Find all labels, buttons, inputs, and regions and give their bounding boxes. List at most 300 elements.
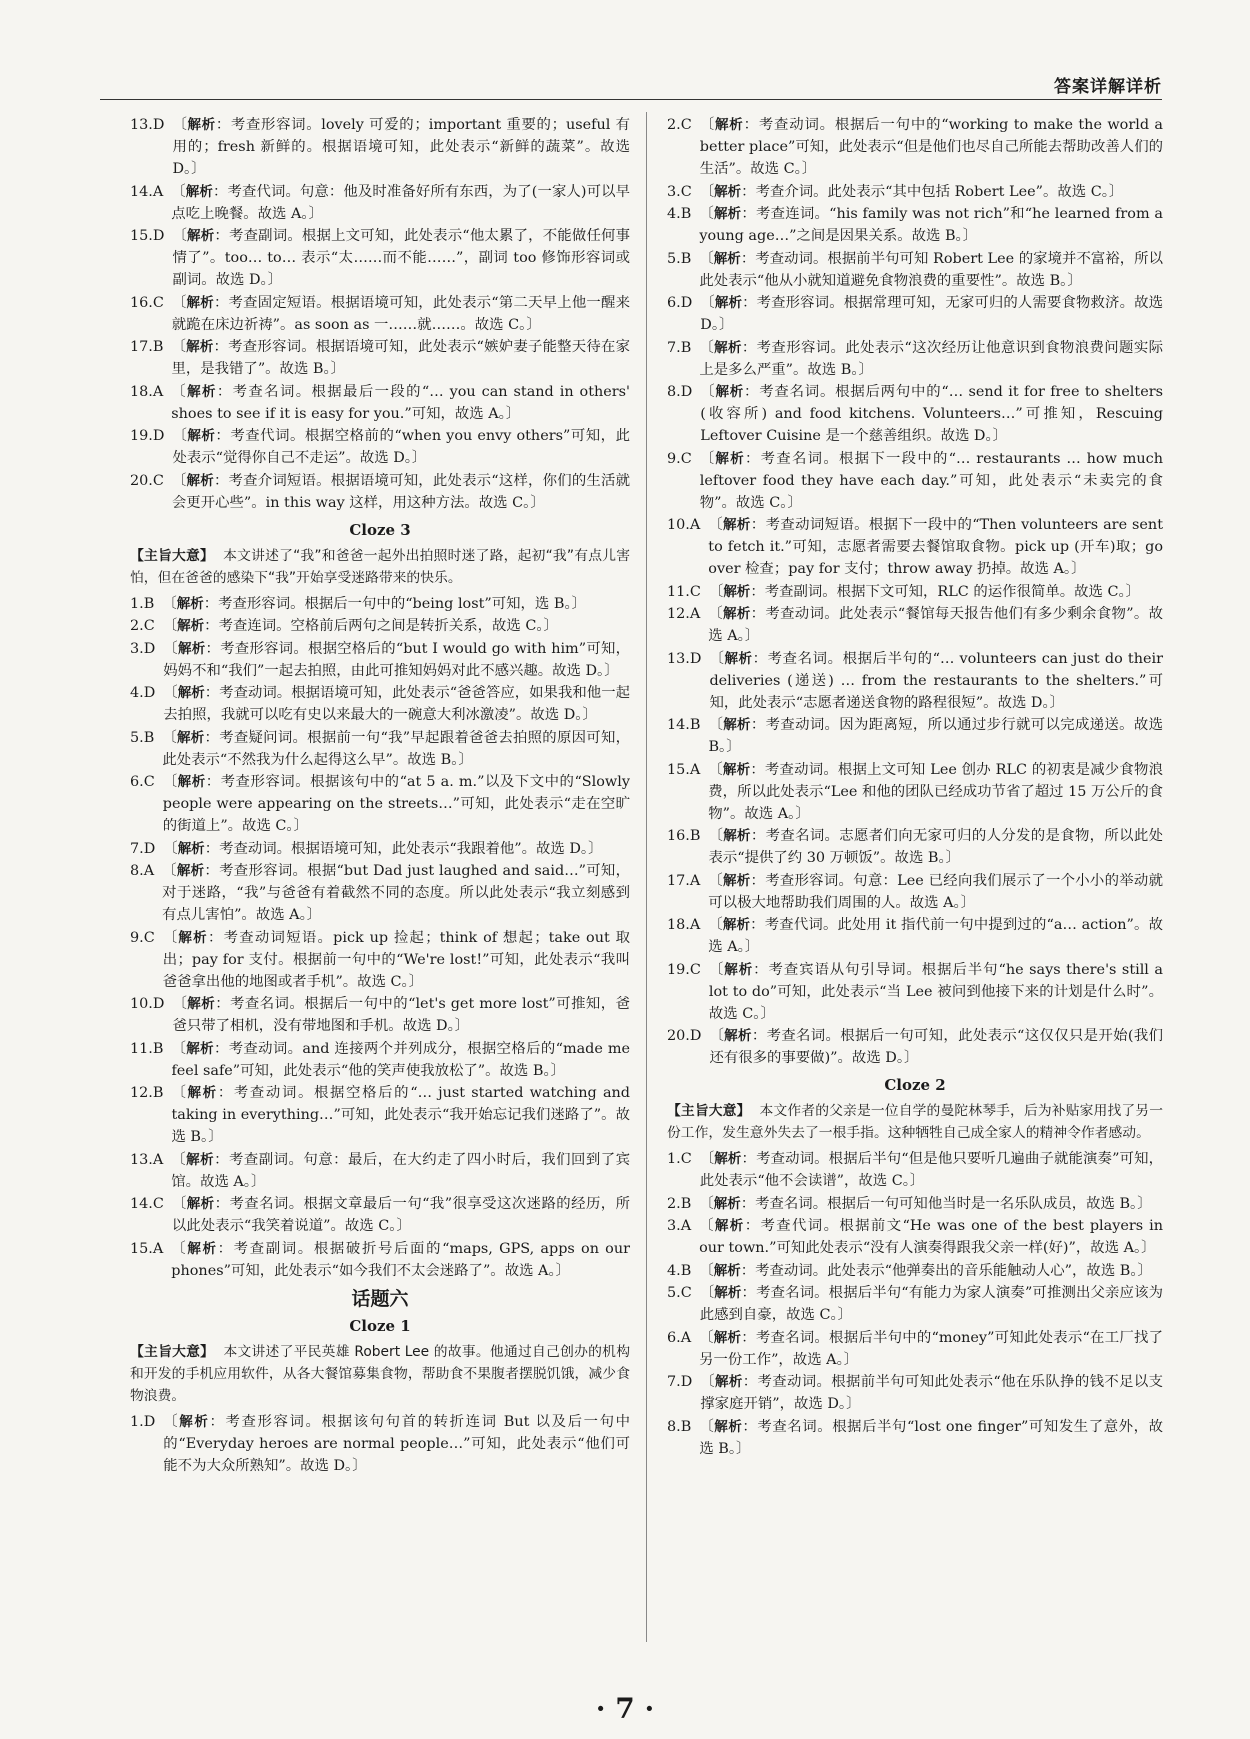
answer-item xyxy=(667,181,1163,203)
cloze3-title: Cloze 3 xyxy=(349,520,411,539)
bracket-open: 〔 xyxy=(171,294,187,311)
explanation-text: 考查动词。因为距离短，所以通过步行就可以完成递送。故选 B。〕 xyxy=(708,717,1163,755)
explanation-text: 考查代词。句意：他及时准备好所有东西，为了(一家人)可以早点吃上晚餐。故选 A。〕 xyxy=(171,183,630,222)
explanation-label: 解析 xyxy=(714,1285,742,1301)
answer-number: 14.A xyxy=(130,183,164,200)
explanation-label: 解析 xyxy=(723,606,751,622)
explanation-text: 考查动词。根据后半句“但是他只要听几遍曲子就能演奏”可知，此处表示“他不会读谱”，故选 C。〕 xyxy=(699,1151,1163,1189)
answer-item xyxy=(130,615,630,637)
answer-item xyxy=(667,648,1163,714)
label-colon: ： xyxy=(215,996,231,1012)
answer-number: 17.B xyxy=(130,339,164,355)
answer-explanation xyxy=(700,381,1163,447)
explanation-label: 解析 xyxy=(179,1413,210,1430)
explanation-label: 解析 xyxy=(186,294,214,311)
label-colon: ： xyxy=(217,1085,234,1101)
label-colon: ： xyxy=(213,1040,229,1057)
answer-item xyxy=(130,1238,630,1282)
explanation-text: 考查动词。and 连接两个并列成分，根据空格后的“made me feel safe”可知，此处表示“他的笑声使我放松了”。故选 B。〕 xyxy=(171,1040,630,1079)
explanation-text: 考查名词。根据后半句“lost one finger”可知发生了意外，故选 B。〕 xyxy=(699,1418,1163,1457)
answer-explanation xyxy=(699,337,1163,381)
label-colon: ： xyxy=(212,183,228,200)
left-items-c xyxy=(130,1411,630,1477)
cloze1-summary xyxy=(130,1341,630,1407)
explanation-text: 考查形容词。根据后一句中的“being lost”可知，选 B。〕 xyxy=(218,595,587,612)
answer-number: 11.B xyxy=(130,1040,164,1057)
bracket-open: 〔 xyxy=(172,428,188,444)
bracket-open: 〔 xyxy=(172,117,188,133)
bracket-open: 〔 xyxy=(699,339,715,356)
label-colon: ： xyxy=(203,595,219,612)
explanation-text: 考查固定短语。根据语境可知，此处表示“第二天早上他一醒来就跪在床边祈祷”。as soon as 一……就……。故选 C。〕 xyxy=(171,294,631,333)
answer-item xyxy=(667,1215,1163,1259)
answer-explanation xyxy=(171,1149,630,1193)
answer-explanation xyxy=(709,648,1163,714)
bracket-open: 〔 xyxy=(708,872,723,889)
bracket-open: 〔 xyxy=(699,183,715,200)
explanation-text: 考查介词短语。根据语境可知，此处表示“这样，你们的生活就会更开心些”。in this way 这样，用这种方法。故选 C。〕 xyxy=(171,472,631,511)
explanation-label: 解析 xyxy=(187,1085,218,1101)
explanation-text: 考查动词。根据后一句中的“working to make the world a better place”可知，此处表示“但是他们也尽自己所能去帮助改善人们的生活”。故选 C。〕 xyxy=(699,117,1164,177)
explanation-label: 解析 xyxy=(187,1240,218,1257)
explanation-text: 考查形容词。根据空格后的“but I would go with him”可知，妈妈不和“我们”一起去拍照，由此可推知妈妈对此不感兴趣。故选 D。〕 xyxy=(163,640,630,679)
explanation-text: 考查动词短语。pick up 捡起；think of 想起；take out 取出；pay for 支付。根据前一句中的“We're lost!”可知，此处表示“我叫爸爸拿出他的地图或者手机”。故选 C。〕 xyxy=(162,929,630,990)
label-colon: ： xyxy=(750,828,766,844)
bracket-open: 〔 xyxy=(171,1196,187,1212)
answer-number: 7.D xyxy=(130,840,156,857)
bracket-open: 〔 xyxy=(699,450,716,467)
answer-explanation xyxy=(163,771,630,837)
bracket-open: 〔 xyxy=(162,595,177,612)
explanation-text: 考查名词。根据下一段中的“… restaurants … how much leftover food they have each day.”可知，此处表示“未卖完的食物”。故选 C。〕 xyxy=(699,450,1163,511)
bracket-open: 〔 xyxy=(700,384,716,400)
label-colon: ： xyxy=(750,606,766,622)
answer-number: 16.C xyxy=(130,294,164,311)
answer-item xyxy=(130,1411,630,1477)
bracket-open: 〔 xyxy=(162,729,177,746)
explanation-label: 解析 xyxy=(176,729,205,746)
explanation-text: 考查形容词。句意：Lee 已经向我们展示了一个小小的举动就可以极大地帮助我们周围的人。故选 A。〕 xyxy=(708,872,1163,911)
explanation-text: 考查动词。根据语境可知，此处表示“我跟着他”。故选 D。〕 xyxy=(219,840,603,857)
answer-number: 2.C xyxy=(667,117,692,133)
answer-explanation xyxy=(171,1038,630,1082)
answer-number: 15.A xyxy=(130,1240,164,1257)
explanation-text: 考查名词。根据文章最后一句“我”很享受这次迷路的经历，所以此处表示“我笑着说道”。故选 C。〕 xyxy=(171,1196,630,1234)
answer-item xyxy=(667,870,1163,914)
answer-item xyxy=(130,336,630,380)
answer-item xyxy=(130,1149,630,1193)
explanation-label: 解析 xyxy=(714,117,744,133)
explanation-label: 解析 xyxy=(722,917,751,933)
explanation-text: 考查动词短语。根据下一段中的“Then volunteers are sent to fetch it.”可知，志愿者需要去餐馆取食物。pick up (开车)取；go over 检查；pay for 支付；throw away 扔掉。故选 A。〕 xyxy=(708,517,1163,577)
label-colon: ： xyxy=(204,618,219,634)
bracket-open: 〔 xyxy=(699,1195,714,1212)
answer-number: 15.D xyxy=(130,228,165,244)
answer-explanation xyxy=(700,1371,1163,1415)
answer-number: 1.D xyxy=(130,1413,156,1430)
answer-item xyxy=(667,514,1163,580)
explanation-label: 解析 xyxy=(187,117,216,133)
bracket-open: 〔 xyxy=(171,383,188,400)
label-colon: ： xyxy=(744,450,761,467)
explanation-text: 考查形容词。根据该句中的“at 5 a. m.”以及下文中的“Slowly people were appearing on the streets…”可知，此处表示“走在空旷的街道上”。故选 C。〕 xyxy=(162,774,630,834)
answer-item xyxy=(130,470,630,514)
explanation-label: 解析 xyxy=(715,1374,743,1390)
label-colon: ： xyxy=(744,1218,761,1234)
answer-item xyxy=(667,1282,1163,1326)
answer-number: 6.D xyxy=(667,295,693,311)
answer-explanation xyxy=(699,1215,1163,1259)
answer-explanation xyxy=(163,927,630,993)
bracket-open: 〔 xyxy=(171,1085,188,1101)
explanation-label: 解析 xyxy=(722,872,751,889)
answer-explanation xyxy=(162,593,630,615)
explanation-text: 考查名词。根据最后一段的“… you can stand in others' shoes to see if it is easy for you.”可知，故选 A。〕 xyxy=(171,383,630,422)
label-colon: ： xyxy=(215,117,231,133)
label-colon: ： xyxy=(207,929,224,946)
bracket-open: 〔 xyxy=(163,685,178,701)
bracket-open: 〔 xyxy=(708,717,724,733)
answer-item xyxy=(667,714,1163,758)
label-colon: ： xyxy=(741,206,757,222)
answer-explanation xyxy=(171,181,630,225)
bracket-open: 〔 xyxy=(171,1040,187,1057)
explanation-text: 考查副词。根据破折号后面的“maps, GPS, apps on our phones”可知，此处表示“如今我们不太会迷路了”。故选 A。〕 xyxy=(171,1240,630,1279)
label-colon: ： xyxy=(217,1240,234,1257)
explanation-label: 解析 xyxy=(185,183,213,200)
explanation-text: 考查形容词。lovely 可爱的；important 重要的；useful 有用的；fresh 新鲜的。根据语境可知，此处表示“新鲜的蔬菜”。故选 D。〕 xyxy=(172,117,630,177)
answer-explanation xyxy=(708,759,1163,825)
answer-explanation xyxy=(700,448,1163,514)
left-items-b xyxy=(130,593,630,1282)
label-colon: ： xyxy=(741,1285,757,1301)
explanation-label: 解析 xyxy=(186,339,214,355)
label-colon: ： xyxy=(740,250,756,267)
bracket-open: 〔 xyxy=(709,650,725,667)
answer-number: 5.B xyxy=(130,729,155,746)
answer-explanation xyxy=(171,336,630,380)
label-colon: ： xyxy=(742,1418,758,1435)
explanation-label: 解析 xyxy=(713,250,741,267)
answer-explanation xyxy=(709,581,1163,603)
answer-item xyxy=(667,381,1163,447)
answer-item xyxy=(130,993,630,1037)
explanation-label: 解析 xyxy=(715,384,745,400)
answer-explanation xyxy=(171,1082,630,1148)
explanation-label: 解析 xyxy=(177,618,205,634)
label-colon: ： xyxy=(213,339,229,355)
explanation-label: 解析 xyxy=(186,472,214,489)
explanation-label: 解析 xyxy=(176,863,205,879)
answer-explanation xyxy=(172,114,630,180)
answer-number: 8.B xyxy=(667,1418,692,1435)
answer-item xyxy=(667,292,1163,336)
answer-item xyxy=(667,203,1163,247)
explanation-label: 解析 xyxy=(723,717,751,733)
answer-number: 8.D xyxy=(667,384,693,400)
bracket-open: 〔 xyxy=(708,517,724,533)
bracket-open: 〔 xyxy=(699,1418,715,1435)
explanation-text: 考查代词。根据空格前的“when you envy others”可知，此处表示“觉得你自己不走运”。故选 D。〕 xyxy=(172,428,630,466)
answer-explanation xyxy=(163,838,630,860)
label-colon: ： xyxy=(205,640,221,657)
answer-explanation xyxy=(699,1327,1163,1371)
explanation-label: 解析 xyxy=(187,428,216,444)
answer-item xyxy=(667,1193,1163,1215)
bracket-open: 〔 xyxy=(163,840,178,857)
explanation-label: 解析 xyxy=(713,206,742,222)
explanation-label: 解析 xyxy=(723,583,751,600)
answer-number: 13.D xyxy=(667,650,702,667)
label-colon: ： xyxy=(741,1151,757,1167)
bracket-open: 〔 xyxy=(162,774,178,790)
answer-item xyxy=(667,603,1163,647)
answer-number: 2.C xyxy=(130,618,155,634)
cloze2-summary xyxy=(667,1100,1163,1144)
answer-explanation xyxy=(708,514,1163,580)
label-colon: ： xyxy=(213,472,229,489)
answer-item xyxy=(667,959,1163,1025)
explanation-label: 解析 xyxy=(724,1028,752,1044)
answer-explanation xyxy=(163,1411,630,1477)
answer-explanation xyxy=(172,1193,630,1237)
answer-number: 16.B xyxy=(667,828,701,844)
explanation-text: 考查名词。根据后一句可知，此处表示“这仅仅只是开始(我们还有很多的事要做)”。故选 D。〕 xyxy=(709,1028,1163,1066)
answer-item xyxy=(130,638,630,682)
explanation-text: 考查形容词。根据常理可知，无家可归的人需要食物救济。故选 D。〕 xyxy=(700,295,1163,333)
answer-item xyxy=(667,1371,1163,1415)
explanation-label: 解析 xyxy=(186,1151,215,1168)
right-items-b xyxy=(667,1148,1163,1460)
answer-explanation xyxy=(163,682,630,726)
answer-number: 19.C xyxy=(667,961,701,978)
answer-explanation xyxy=(709,1025,1163,1069)
answer-explanation xyxy=(708,870,1163,914)
explanation-label: 解析 xyxy=(714,1151,742,1167)
answer-number: 7.D xyxy=(667,1374,693,1390)
answer-explanation xyxy=(708,603,1163,647)
explanation-label: 解析 xyxy=(713,1262,741,1279)
label-colon: ： xyxy=(741,1329,756,1346)
answer-item xyxy=(667,114,1163,180)
summary-label: 【主旨大意】 xyxy=(130,547,214,564)
label-colon: ： xyxy=(204,863,220,879)
label-colon: ： xyxy=(216,383,233,400)
explanation-text: 考查动词。此处表示“他弹奏出的音乐能触动人心”，故选 B。〕 xyxy=(755,1262,1152,1279)
answer-number: 1.C xyxy=(667,1151,692,1167)
label-colon: ： xyxy=(750,517,766,533)
explanation-text: 考查名词。根据后半句的“… volunteers can just do their deliveries (递送) … from the restaurants to the shelters.”可知，此处表示“志愿者递送食物的路程很短”。故选 D。〕 xyxy=(709,650,1163,711)
right-items-a xyxy=(667,114,1163,1069)
explanation-label: 解析 xyxy=(186,1040,214,1057)
answer-explanation xyxy=(700,181,1163,203)
answer-item xyxy=(667,759,1163,825)
answer-number: 4.B xyxy=(667,1262,692,1279)
label-colon: ： xyxy=(204,840,220,857)
explanation-label: 解析 xyxy=(187,996,216,1012)
bracket-open: 〔 xyxy=(171,339,187,355)
explanation-label: 解析 xyxy=(187,228,215,244)
answer-item xyxy=(130,727,630,771)
header-rule xyxy=(100,99,1162,100)
bracket-open: 〔 xyxy=(700,1374,716,1390)
answer-item xyxy=(130,1082,630,1148)
page-header-title: 答案详解详析 xyxy=(1054,77,1162,97)
answer-explanation xyxy=(162,860,630,926)
explanation-text: 考查名词。志愿者们向无家可归的人分发的是食物，所以此处表示“提供了约 30 万顿饭”。故选 B。〕 xyxy=(708,828,1163,866)
cloze3-summary xyxy=(130,545,630,589)
answer-item xyxy=(667,337,1163,381)
explanation-text: 考查疑问词。根据前一句“我”早起跟着爸爸去拍照的原因可知，此处表示“不然我为什么起得这么早”。故选 B。〕 xyxy=(162,729,630,768)
answer-explanation xyxy=(172,292,630,336)
bracket-open: 〔 xyxy=(162,863,177,879)
answer-item xyxy=(667,1025,1163,1069)
answer-number: 1.B xyxy=(130,595,155,612)
explanation-text: 考查形容词。根据该句句首的转折连词 But 以及后一句中的“Everyday heroes are normal people…”可知，此处表示“他们可能不为大众所熟知”。故选 D。〕 xyxy=(163,1413,631,1474)
answer-number: 9.C xyxy=(667,450,692,467)
answer-number: 18.A xyxy=(667,917,701,933)
answer-number: 18.A xyxy=(130,383,164,400)
answer-explanation xyxy=(700,1148,1163,1192)
cloze1-title: Cloze 1 xyxy=(349,1316,411,1335)
answer-item xyxy=(130,225,630,291)
explanation-label: 解析 xyxy=(714,1418,743,1435)
explanation-text: 考查动词。此处表示“餐馆每天报告他们有多少剩余食物”。故选 A。〕 xyxy=(708,606,1163,644)
answer-item xyxy=(130,381,630,425)
bracket-open: 〔 xyxy=(171,1240,188,1257)
label-colon: ： xyxy=(204,685,220,701)
answer-item xyxy=(130,593,630,615)
answer-explanation xyxy=(172,993,630,1037)
bracket-open: 〔 xyxy=(699,206,714,222)
explanation-text: 考查介词。此处表示“其中包括 Robert Lee”。故选 C。〕 xyxy=(755,183,1124,200)
answer-explanation xyxy=(172,425,630,469)
answer-number: 13.D xyxy=(130,117,165,133)
bracket-open: 〔 xyxy=(163,640,178,657)
answer-number: 14.C xyxy=(130,1196,164,1212)
explanation-text: 考查动词。根据前半句可知此处表示“他在乐队挣的钱不足以支撑家庭开销”，故选 D。〕 xyxy=(700,1374,1163,1412)
label-colon: ： xyxy=(214,1196,230,1212)
answer-item xyxy=(130,682,630,726)
label-colon: ： xyxy=(741,183,756,200)
answer-item xyxy=(667,248,1163,292)
explanation-label: 解析 xyxy=(186,1196,215,1212)
explanation-text: 考查动词。根据上文可知 Lee 创办 RLC 的初衷是减少食物浪费，所以此处表示“Lee 和他的团队已经成功节省了超过 15 万公斤的食物”。故选 A。〕 xyxy=(708,761,1163,822)
answer-item xyxy=(130,292,630,336)
explanation-text: 考查名词。根据后半句“有能力为家人演奏”可推测出父亲应该为此感到自豪，故选 C。〕 xyxy=(699,1285,1163,1323)
answer-item xyxy=(667,1327,1163,1371)
explanation-label: 解析 xyxy=(714,183,742,200)
answer-explanation xyxy=(172,470,630,514)
explanation-label: 解析 xyxy=(714,1218,745,1234)
label-colon: ： xyxy=(205,774,221,790)
answer-item xyxy=(667,914,1163,958)
answer-number: 5.C xyxy=(667,1285,692,1301)
explanation-text: 考查名词。根据后两句中的“… send it for free to shelters (收容所) and food kitchens. Volunteers…”可推知，Rescuing Leftover Cuisine 是一个慈善组织。故选 D。〕 xyxy=(700,384,1163,444)
explanation-text: 考查副词。句意：最后，在大约走了四小时后，我们回到了宾馆。故选 A。〕 xyxy=(171,1151,630,1190)
answer-item xyxy=(130,771,630,837)
label-colon: ： xyxy=(740,1195,756,1212)
bracket-open: 〔 xyxy=(172,996,188,1012)
label-colon: ： xyxy=(751,1028,767,1044)
bracket-open: 〔 xyxy=(709,1028,725,1044)
explanation-text: 考查动词。根据前半句可知 Robert Lee 的家境并不富裕，所以此处表示“他从小就知道避免食物浪费的重要性”。故选 B。〕 xyxy=(699,250,1163,289)
explanation-label: 解析 xyxy=(722,761,751,778)
answer-explanation xyxy=(699,1260,1163,1282)
label-colon: ： xyxy=(743,117,759,133)
explanation-label: 解析 xyxy=(723,517,751,533)
answer-explanation xyxy=(709,959,1163,1025)
answer-explanation xyxy=(699,1193,1163,1215)
answer-number: 3.D xyxy=(130,640,156,657)
answer-number: 12.A xyxy=(667,606,701,622)
topic-title: 话题六 xyxy=(351,1287,409,1310)
explanation-label: 解析 xyxy=(714,295,743,311)
answer-number: 4.D xyxy=(130,685,156,701)
answer-item xyxy=(130,425,630,469)
explanation-label: 解析 xyxy=(714,339,742,356)
explanation-label: 解析 xyxy=(177,685,205,701)
answer-explanation xyxy=(708,825,1163,869)
answer-explanation xyxy=(699,203,1163,247)
summary-text: 本文讲述了“我”和爸爸一起外出拍照时迷了路，起初“我”有点儿害怕，但在爸爸的感染下“我”开始享受迷路带来的快乐。 xyxy=(130,547,631,586)
answer-explanation xyxy=(700,114,1163,180)
answer-number: 20.C xyxy=(130,472,164,489)
left-column xyxy=(130,114,630,1477)
label-colon: ： xyxy=(740,1262,756,1279)
answer-item xyxy=(667,1148,1163,1192)
answer-explanation xyxy=(171,1238,630,1282)
bracket-open: 〔 xyxy=(699,1218,715,1234)
bracket-open: 〔 xyxy=(171,183,186,200)
label-colon: ： xyxy=(750,872,766,889)
bracket-open: 〔 xyxy=(171,472,187,489)
bracket-open: 〔 xyxy=(699,1329,714,1346)
answer-item xyxy=(667,825,1163,869)
label-colon: ： xyxy=(214,1151,229,1168)
label-colon: ： xyxy=(209,1413,226,1430)
explanation-label: 解析 xyxy=(187,383,217,400)
answer-number: 6.A xyxy=(667,1329,692,1346)
bracket-open: 〔 xyxy=(700,295,715,311)
answer-item xyxy=(130,927,630,993)
answer-number: 14.B xyxy=(667,717,701,733)
label-colon: ： xyxy=(742,1374,758,1390)
explanation-text: 考查连词。“his family was not rich”和“he learned from a young age…”之间是因果关系。故选 B。〕 xyxy=(699,206,1163,244)
answer-item xyxy=(130,860,630,926)
label-colon: ： xyxy=(213,294,229,311)
answer-number: 15.A xyxy=(667,761,701,778)
bracket-open: 〔 xyxy=(699,250,714,267)
answer-number: 17.A xyxy=(667,872,701,889)
answer-item xyxy=(130,181,630,225)
explanation-text: 考查动词。根据语境可知，此处表示“爸爸答应，如果我和他一起去拍照，我就可以吃有史以来最大的一碗意大利冰激凌”。故选 D。〕 xyxy=(163,685,631,723)
explanation-text: 考查连词。空格前后两句之间是转折关系，故选 C。〕 xyxy=(218,618,558,634)
explanation-text: 考查形容词。根据“but Dad just laughed and said…”可知，对于迷路，“我”与爸爸有着截然不同的态度。所以此处表示“我立刻感到有点儿害怕”。故选 A。〕 xyxy=(162,863,630,923)
answer-number: 12.B xyxy=(130,1085,164,1101)
bracket-open: 〔 xyxy=(708,606,723,622)
explanation-label: 解析 xyxy=(715,450,745,467)
bracket-open: 〔 xyxy=(699,117,715,133)
answer-item xyxy=(130,114,630,180)
explanation-text: 考查名词。根据后一句中的“let's get more lost”可推知，爸爸只带了相机，没有带地图和手机。故选 D。〕 xyxy=(172,996,630,1034)
bracket-open: 〔 xyxy=(699,1285,715,1301)
explanation-text: 考查动词。根据空格后的“… just started watching and taking in everything…”可知，此处表示“我开始忘记我们迷路了”。故选 B。〕 xyxy=(171,1085,631,1145)
answer-item xyxy=(667,581,1163,603)
explanation-label: 解析 xyxy=(724,650,753,667)
label-colon: ： xyxy=(750,761,765,778)
answer-number: 3.A xyxy=(667,1218,692,1234)
